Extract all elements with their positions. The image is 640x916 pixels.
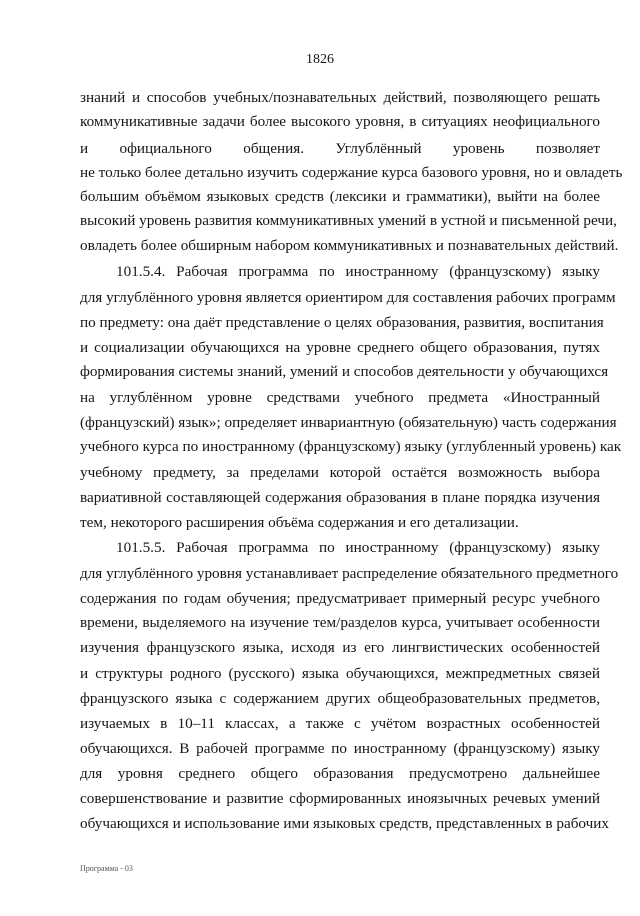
text-line: учебному предмету, за пределами которой остаётся возможность выбора [80,464,600,481]
paragraph-start-line: 101.5.4. Рабочая программа по иностранному (французскому) языку [116,263,600,280]
text-line: знаний и способов учебных/познавательных действий, позволяющего решать [80,89,600,106]
text-line: обучающихся. В рабочей программе по иностранному (французскому) языку [80,740,600,757]
text-line: изучения французского языка, исходя из его лингвистических особенностей [80,639,600,656]
text-line: вариативной составляющей содержания образования в плане порядка изучения [80,489,600,506]
text-line: (французский) язык»; определяет инвариантную (обязательную) часть содержания [80,414,617,431]
text-line: и социализации обучающихся на уровне среднего общего образования, путях [80,339,600,356]
text-line: по предмету: она даёт представление о целях образования, развития, воспитания [80,314,604,331]
text-line: для уровня среднего общего образования предусмотрено дальнейшее [80,765,600,782]
text-line: формирования системы знаний, умений и способов деятельности у обучающихся [80,363,609,380]
text-line: для углублённого уровня является ориентиром для составления рабочих программ [80,289,616,306]
text-line: коммуникативные задачи более высокого уровня, в ситуациях неофициального [80,113,600,130]
text-line: учебного курса по иностранному (французскому) языку (углубленный уровень) как [80,438,622,455]
text-line: французского языка с содержанием других общеобразовательных предметов, [80,690,600,707]
text-line: не только более детально изучить содержание курса базового уровня, но и овладеть [80,164,623,181]
text-line: и структуры родного (русского) языка обучающихся, межпредметных связей [80,665,600,682]
text-line: обучающихся и использование ими языковых средств, представленных в рабочих [80,815,609,832]
paragraph-start-line: 101.5.5. Рабочая программа по иностранному (французскому) языку [116,539,600,556]
text-line: на углублённом уровне средствами учебного предмета «Иностранный [80,389,600,406]
text-line: изучаемых в 10–11 классах, а также с учётом возрастных особенностей [80,715,600,732]
text-line: содержания по годам обучения; предусматривает примерный ресурс учебного [80,590,600,607]
page-number: 1826 [306,52,334,67]
text-line: совершенствование и развитие сформированных иноязычных речевых умений [80,790,600,807]
text-line: тем, некоторого расширения объёма содержания и его детализации. [80,514,519,531]
text-line: большим объёмом языковых средств (лексики и грамматики), выйти на более [80,188,600,205]
text-line: для углублённого уровня устанавливает распределение обязательного предметного [80,565,619,582]
text-line: овладеть более обширным набором коммуникативных и познавательных действий. [80,237,619,254]
text-line: высокий уровень развития коммуникативных умений в устной и письменной речи, [80,212,617,229]
text-line: времени, выделяемого на изучение тем/разделов курса, учитывает особенности [80,614,600,631]
footer-label: Программа - 03 [80,864,133,873]
text-line: и официального общения. Углублённый уровень позволяет [80,140,600,157]
